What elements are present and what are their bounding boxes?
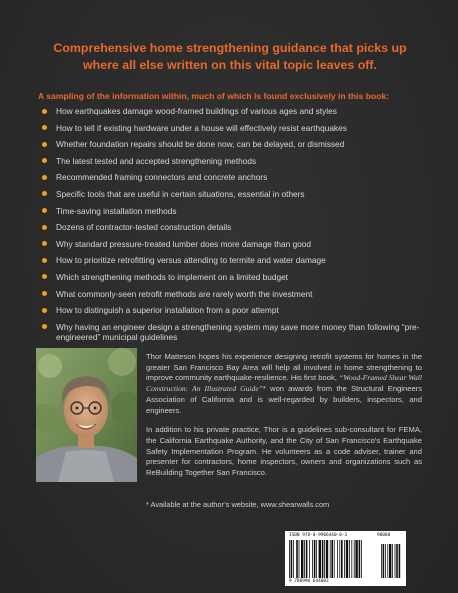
book-title: “Wood-Framed Shear Wall Construction: An Illustrated Guide” (146, 373, 422, 394)
bullet-dot-icon (42, 308, 47, 313)
feature-text: Whether foundation repairs should be done now, can be delayed, or dismissed (56, 139, 345, 150)
bullet-dot-icon (42, 241, 47, 246)
bullet-dot-icon (42, 291, 47, 296)
feature-list-item (42, 172, 422, 182)
feature-text: Time-saving installation methods (56, 205, 177, 216)
bullet-dot-icon (42, 109, 47, 114)
bullet-dot-icon (42, 258, 47, 263)
feature-text: How earthquakes damage wood-framed buildings of various ages and styles (56, 106, 337, 116)
feature-list-item (42, 289, 422, 299)
feature-text: How to distinguish a superior installation from a poor attempt (56, 305, 279, 316)
bullet-dot-icon (42, 175, 47, 180)
isbn-label: ISBN 978-0-9906440-0-3 (289, 533, 348, 538)
feature-list-item (42, 106, 422, 116)
bullet-dot-icon (42, 274, 47, 279)
feature-text: The latest tested and accepted strengthening methods (56, 155, 257, 166)
availability-note: * Available at the author’s website, www.shearwalls.com (146, 500, 330, 509)
bio-paragraph-2: In addition to his private practice, Thor is a guidelines sub-consultant for FEMA, the California Earthquake Authority, and the City of San Francisco’s Earthquake Safety Implementation Program. He volunteers as a code adviser, trainer and presenter for contractors, home inspectors, owners and organizations such as ReBuilding Together San Francisco. (146, 425, 422, 478)
barcode-bars (289, 540, 402, 578)
feature-list-item (42, 123, 422, 133)
bio-text: Thor Matteson hopes his experience designing retrofit systems for homes in the greater San Francisco Bay Area will help all involved in home strengthening to improve community earthquake-resilience. His first book, (146, 352, 422, 383)
isbn-barcode (285, 531, 406, 586)
headline: Comprehensive home strengthening guidance that picks up where all else written on this vital topic leaves off. (53, 41, 407, 72)
feature-list-item (42, 189, 422, 199)
bullet-dot-icon (42, 225, 47, 230)
feature-list-item (42, 206, 422, 216)
feature-list-item (42, 272, 422, 282)
feature-text: Dozens of contractor-tested construction details (56, 222, 232, 233)
bullet-dot-icon (42, 125, 47, 130)
bullet-dot-icon (42, 158, 47, 163)
feature-text: How to tell if existing hardware under a house will effectively resist earthquakes (56, 122, 347, 133)
sampling-heading: A sampling of the information within, much of which is found exclusively in this book: (38, 91, 390, 101)
price-code: 90000 (377, 533, 391, 538)
author-portrait-image (36, 348, 137, 482)
feature-text: Specific tools that are useful in certain situations, essential in others (56, 188, 305, 199)
barcode-digits: 9 780990 644003 (289, 579, 329, 584)
feature-text: Which strengthening methods to implement on a limited budget (56, 271, 288, 282)
feature-list-item (42, 255, 422, 265)
bio-paragraph-1 (146, 352, 422, 416)
author-bio (146, 352, 422, 488)
author-photo (36, 348, 137, 482)
bullet-dot-icon (42, 191, 47, 196)
feature-text: How to prioritize retrofitting versus attending to termite and water damage (56, 255, 326, 266)
bullet-dot-icon (42, 208, 47, 213)
bullet-dot-icon (42, 142, 47, 147)
feature-list-item (42, 322, 422, 342)
feature-list-item (42, 305, 422, 315)
feature-list-item (42, 139, 422, 149)
feature-list (42, 106, 422, 348)
feature-text: Why having an engineer design a strengthening system may save more money than following “pre-engineered” municipal guidelines (56, 321, 420, 342)
bio-text: * won awards from the Structural Engineers Association of California and is well-regarded by builders, inspectors, and engineers. (146, 384, 422, 415)
feature-text: What commonly-seen retrofit methods are rarely worth the investment (56, 288, 313, 299)
feature-text: Why standard pressure-treated lumber does more damage than good (56, 238, 312, 249)
feature-text: Recommended framing connectors and concrete anchors (56, 172, 268, 183)
feature-list-item (42, 156, 422, 166)
feature-list-item (42, 239, 422, 249)
bullet-dot-icon (42, 324, 47, 329)
feature-list-item (42, 222, 422, 232)
